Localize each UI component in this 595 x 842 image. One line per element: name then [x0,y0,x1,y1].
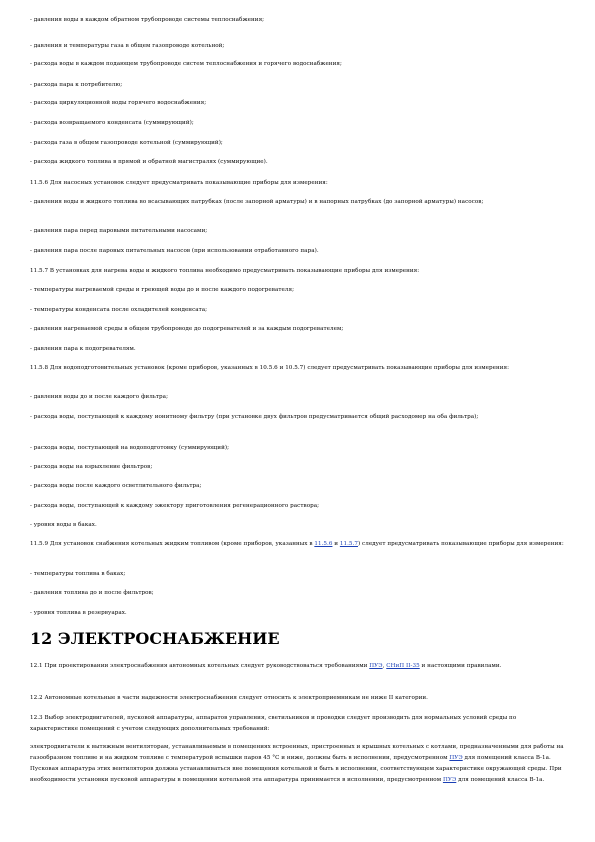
section-heading: 12 ЭЛЕКТРОСНАБЖЕНИЕ [30,629,280,648]
list-item: - расхода возвращаемого конденсата (суммирующий); [30,120,194,126]
paragraph-text: электродвигатели к вытяжным вентиляторам, устанавливаемым в помещениях встроенных, пристроенных и крышных котельных с котлами, предназначенными для работы на газообразном топливе и на жидком топливе с температурой вспышки паров 45 °С и ниже, должны быть в исполнении, предусмотренном [30,744,564,761]
list-item: - уровня воды в баках. [30,522,97,528]
link-11-5-7[interactable]: 11.5.7 [339,541,358,547]
section-paragraph-11-5-9 [30,539,565,550]
list-item: - расхода воды, поступающей на водоподготовку (суммирующий); [30,445,230,451]
list-item: - давления воды в каждом обратном трубопроводе системы теплоснабжения; [30,17,265,23]
paragraph-text: 11.5.9 Для установок снабжения котельных жидким топливом (кроме приборов, указанных в [30,541,315,547]
list-item: - расхода воды на взрыхление фильтров; [30,464,153,470]
list-item: - уровня топлива в резервуарах. [30,610,127,616]
list-item: - расхода пара к потребителю; [30,82,123,88]
link-pue[interactable]: ПУЭ [442,777,457,783]
link-snip[interactable]: СНиП II-35 [386,663,420,669]
paragraph-text: , [382,663,387,669]
list-item: - давления воды и жидкого топлива во всасывающих патрубках (после запорной арматуры) и в напорных патрубках (до запорной арматуры) насосов; [30,199,484,205]
paragraph-motors [30,742,565,786]
list-item: - расхода воды в каждом подающем трубопроводе систем теплоснабжения и горячего водоснабжения; [30,61,342,67]
section-paragraph: 11.5.7 В установках для нагрева воды и жидкого топлива необходимо предусматривать показывающие приборы для измерения: [30,268,420,274]
paragraph-text: для помещений класса В-1а. Пусковая аппаратура этих вентиляторов должна устанавливаться вне помещения котельной и быть в исполнении, соответствующем характеристике окружающей среды. При необходимости установки пусковой аппаратуры в помещении котельной эта аппаратура принимается в исполнении, предусмотренном [30,755,562,783]
section-paragraph: 11.5.6 Для насосных установок следует предусматривать показывающие приборы для измерения: [30,180,328,186]
link-11-5-6[interactable]: 11.5.6 [314,541,333,547]
list-item: - давления пара перед паровыми питательными насосами; [30,228,208,234]
paragraph-text: и настоящими правилами. [419,663,502,669]
paragraph-text: 12.1 При проектировании электроснабжения автономных котельных следует руководствоваться требованиями [30,663,370,669]
list-item: - температуры конденсата после охладителей конденсата; [30,307,208,313]
list-item: - расхода жидкого топлива в прямой и обратной магистралях (суммирующие). [30,159,268,165]
section-paragraph-12-3: 12.3 Выбор электродвигателей, пусковой аппаратуры, аппаратов управления, светильников и проводки следует производить для нормальных условий среды по характеристике помещений с учетом следующих дополнительных требований: [30,715,517,732]
list-item: - давления нагреваемой среды в общем трубопроводе до подогревателей и за каждым подогревателем; [30,326,344,332]
list-item: - температуры топлива в баках; [30,571,126,577]
list-item: - давления воды до и после каждого фильтра; [30,394,168,400]
link-pue[interactable]: ПУЭ [369,663,383,669]
list-item: - температуры нагреваемой среды и греющей воды до и после каждого подогревателя; [30,287,295,293]
list-item: - расхода воды, поступающей к каждому ионитному фильтру (при установке двух фильтров предусматривается общий расходомер на оба фильтра); [30,414,479,420]
section-paragraph-12-1 [30,661,565,672]
paragraph-text: и [332,541,340,547]
list-item: - расхода воды после каждого осветлительного фильтра; [30,483,202,489]
section-paragraph: 11.5.8 Для водоподготовительных установок (кроме приборов, указанных в 10.5.6 и 10.5.7) следует предусматривать показывающие приборы для измерения: [30,365,510,371]
list-item: - давления топлива до и после фильтров; [30,590,154,596]
paragraph-text: для помещений класса В-1а. [456,777,545,783]
section-paragraph-12-2: 12.2 Автономные котельные в части надежности электроснабжения следует относить к электроприемникам не ниже II категории. [30,695,428,701]
list-item: - давления и температуры газа в общем газопроводе котельной; [30,43,225,49]
list-item: - давления пара после паровых питательных насосов (при использовании отработанного пара). [30,248,319,254]
list-item: - расхода газа в общем газопроводе котельной (суммирующий); [30,140,223,146]
link-pue[interactable]: ПУЭ [449,755,463,761]
list-item: - расхода циркуляционной воды горячего водоснабжения; [30,100,207,106]
list-item: - расхода воды, поступающей к каждому эжектору приготовления регенерационного раствора; [30,503,320,509]
list-item: - давления пара к подогревателям. [30,346,136,352]
paragraph-text: ) следует предусматривать показывающие приборы для измерения: [357,541,564,547]
